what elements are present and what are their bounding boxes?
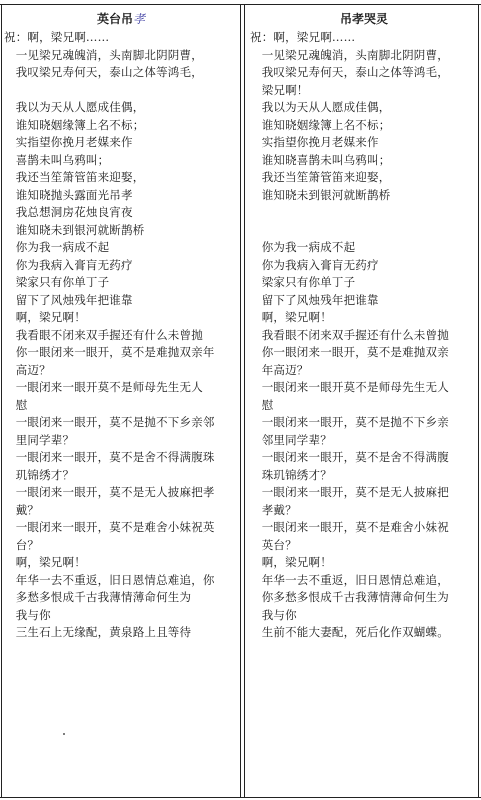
right-lyric-line: 慰 — [250, 397, 274, 412]
left-title-text: 英台吊 — [96, 12, 133, 26]
handwritten-annotation: 孝 — [133, 12, 146, 26]
left-lyric-line: 你一眼闭来一眼开，莫不是难抛双亲年 — [4, 345, 215, 359]
right-lyric-line: 一眼闭来一眼开，莫不是舍不得满腹 — [250, 450, 449, 464]
left-lyric-line: 一眼闭来一眼开，莫不是难舍小妹祝英 — [4, 520, 215, 534]
left-column — [4, 9, 238, 642]
right-lyric-line: 啊，梁兄啊！ — [250, 310, 332, 324]
right-lyric-line: 祝：啊，梁兄啊…… — [250, 30, 356, 44]
right-lyric-line: 一眼闭来一眼开，莫不是难舍小妹祝 — [250, 520, 449, 534]
right-lyric-line: 孝戴？ — [250, 502, 297, 517]
left-lyric-line: 留下了风烛残年把谁靠 — [4, 292, 133, 307]
right-border — [478, 4, 479, 797]
left-lyric-line: 喜鹊未叫乌鸦叫； — [4, 152, 110, 167]
left-lyric-line: 我叹梁兄寿何天，泰山之体等鸿毛， — [4, 65, 203, 79]
right-lyric-line: 你为我一病成不起 — [250, 240, 356, 254]
right-lyric-line: 谁知晓姻缘簿上名不标； — [250, 117, 391, 132]
left-column-title — [4, 9, 238, 29]
right-lyric-line: 实指望你挽月老媒来作 — [250, 135, 379, 149]
left-lyric-line: 啊，梁兄啊！ — [4, 555, 86, 569]
left-lyric-line: 三生石上无缘配，黄泉路上且等待 — [4, 625, 192, 639]
right-lyric-line: 啊，梁兄啊！ — [250, 555, 332, 569]
left-lyric-line: 玑锦绣才？ — [4, 467, 75, 482]
left-lyric-line: 我还当笙箫管笛来迎娶， — [4, 170, 145, 184]
left-lyric-line: 谁知晓未到银河就断鹊桥 — [4, 222, 145, 237]
bottom-border — [0, 797, 481, 798]
left-lyric-line: 谁知晓姻缘簿上名不标； — [4, 117, 145, 132]
right-lyric-line: 我看眼不闭来双手握还有什么未曾抛 — [250, 327, 449, 342]
left-lyric-line: 多愁多恨成千古我薄情薄命何生为 — [4, 590, 192, 604]
left-lyric-line: 梁家只有你单丁子 — [4, 275, 110, 289]
right-lyric-line: 你一眼闭来一眼开，莫不是难抛双亲 — [250, 345, 449, 359]
stray-dot — [63, 733, 65, 735]
right-lyric-line: 梁家只有你单丁子 — [250, 275, 356, 289]
right-lyric-line: 你为我病入膏肓无药疗 — [250, 257, 379, 272]
right-lyrics — [250, 29, 478, 642]
left-lyric-line: 里同学辈？ — [4, 432, 75, 447]
right-lyric-line: 谁知晓喜鹊未叫乌鸦叫； — [250, 152, 391, 167]
left-lyric-line: 谁知晓抛头露面光吊孝 — [4, 187, 133, 202]
right-lyric-line: 谁知晓未到银河就断鹊桥 — [250, 187, 391, 202]
right-lyric-line: 我与你 — [250, 607, 297, 622]
left-lyric-line: 我看眼不闭来双手握还有什么未曾抛 — [4, 327, 203, 342]
right-column — [250, 9, 478, 642]
left-lyric-line: 你为我一病成不起 — [4, 240, 110, 254]
right-lyric-line: 珠玑锦绣才？ — [250, 467, 332, 482]
right-lyric-line: 年高迈？ — [250, 362, 309, 377]
left-lyric-line: 一眼闭来一眼开，莫不是无人披麻把孝 — [4, 485, 215, 499]
right-lyric-line: 英台？ — [250, 537, 297, 552]
left-lyric-line: 一见梁兄魂魄消，头南脚北阴阴曹， — [4, 47, 203, 62]
left-lyric-line: 戴？ — [4, 502, 40, 517]
right-lyric-line: 留下了风烛残年把谁靠 — [250, 292, 379, 307]
right-lyric-line: 邻里同学辈？ — [250, 432, 332, 447]
left-lyric-line: 我以为天从人愿成佳偶， — [4, 100, 145, 114]
left-lyric-line: 祝：啊，梁兄啊…… — [4, 30, 110, 44]
left-lyric-line: 台？ — [4, 537, 40, 552]
right-lyric-line: 一眼闭来一眼开，莫不是无人披麻把 — [250, 485, 449, 499]
right-lyric-line — [250, 222, 478, 240]
right-lyric-line: 我还当笙箫管笛来迎娶， — [250, 170, 391, 184]
left-lyrics — [4, 29, 238, 642]
left-lyric-line: 啊，梁兄啊！ — [4, 310, 86, 324]
left-lyric-line: 一眼闭来一眼开莫不是师母先生无人 — [4, 380, 203, 394]
right-lyric-line: 我以为天从人愿成佳偶， — [250, 100, 391, 114]
right-lyric-line: 年华一去不重返，旧日恩情总难追， — [250, 572, 449, 587]
right-lyric-line: 我叹梁兄寿何天，泰山之体等鸿毛， — [250, 65, 449, 79]
left-lyric-line: 慰 — [4, 397, 28, 412]
left-lyric-line: 我与你 — [4, 607, 51, 622]
right-lyric-line: 梁兄啊！ — [250, 82, 309, 97]
right-lyric-line: 一眼闭来一眼开，莫不是抛不下乡亲 — [250, 415, 449, 429]
right-lyric-line: 你多愁多恨成千古我薄情薄命何生为 — [250, 590, 449, 604]
right-lyric-line: 一眼闭来一眼开莫不是师母先生无人 — [250, 380, 449, 394]
right-lyric-line: 一见梁兄魂魄消，头南脚北阴阴曹， — [250, 47, 449, 62]
column-divider — [240, 4, 241, 797]
left-lyric-line — [4, 82, 238, 100]
right-lyric-line: 生前不能大妻配，死后化作双蝴蝶。 — [250, 625, 449, 639]
right-lyric-line — [250, 204, 478, 222]
left-border — [1, 4, 2, 797]
left-lyric-line: 一眼闭来一眼开，莫不是抛不下乡亲邻 — [4, 415, 215, 429]
left-lyric-line: 年华一去不重返，旧日恩情总难追，你 — [4, 572, 215, 587]
left-lyric-line: 一眼闭来一眼开，莫不是舍不得满腹珠 — [4, 450, 215, 464]
left-lyric-line: 高迈？ — [4, 362, 51, 377]
right-column-title: 吊孝哭灵 — [339, 12, 388, 26]
left-lyric-line: 我总想洞房花烛良宵夜 — [4, 205, 133, 219]
left-lyric-line: 实指望你挽月老媒来作 — [4, 135, 133, 149]
column-divider-inner — [244, 4, 245, 797]
left-lyric-line: 你为我病入膏肓无药疗 — [4, 257, 133, 272]
